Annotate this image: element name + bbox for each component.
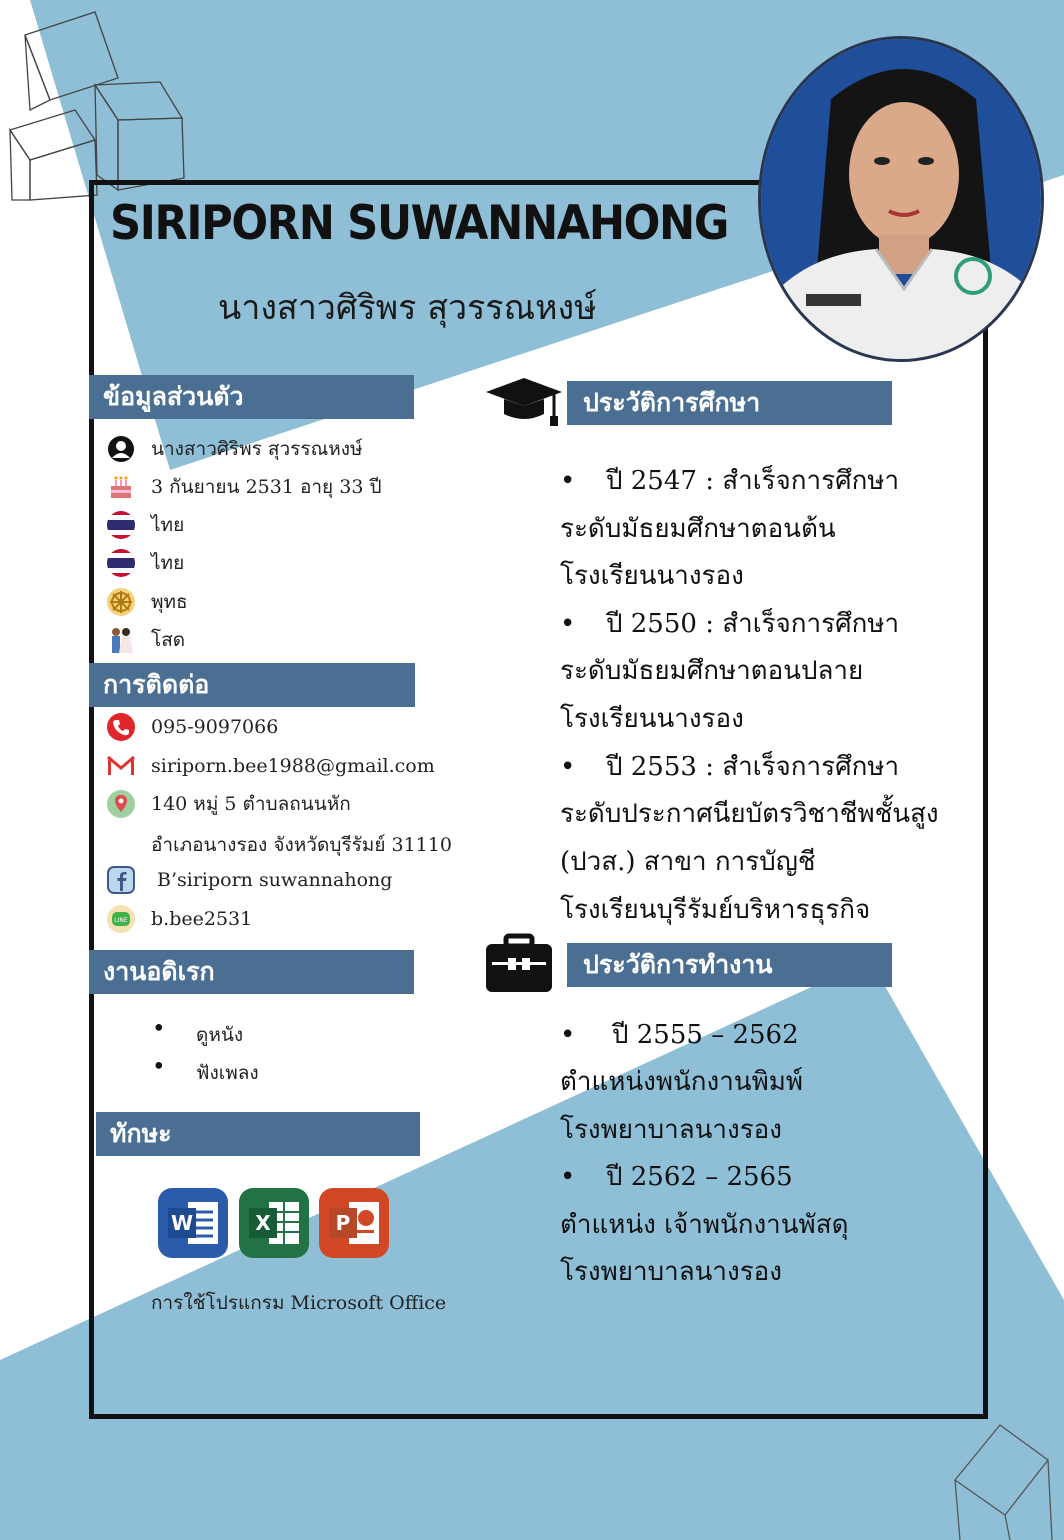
- personal-ethnicity-value: ไทย: [151, 552, 185, 574]
- personal-row-nationality: [105, 507, 184, 543]
- education-entry-line: โรงเรียนบุรีรัมย์บริหารธุรกิจ: [560, 895, 871, 925]
- name-thai: นางสาวศิริพร สุวรรณหงษ์: [218, 288, 597, 328]
- person-icon: [105, 433, 137, 465]
- contact-phone-value: 095-9097066: [151, 716, 279, 738]
- map-pin-icon: [105, 788, 137, 820]
- svg-text:W: W: [170, 1211, 194, 1235]
- gmail-icon: [105, 750, 137, 782]
- contact-row-line: [105, 901, 252, 937]
- word-icon: [158, 1188, 228, 1258]
- birthday-cake-icon: [105, 471, 137, 503]
- work-entry-year: • ปี 2555 – 2562: [560, 1020, 799, 1050]
- excel-icon: [239, 1188, 309, 1258]
- personal-row-status: [105, 622, 185, 658]
- personal-row-birthday: [105, 469, 382, 505]
- section-header-education: ประวัติการศึกษา: [567, 381, 892, 425]
- section-header-hobbies: งานอดิเรก: [89, 950, 414, 994]
- contact-line-value: b.bee2531: [151, 908, 253, 930]
- hobby-item: ดูหนัง: [196, 1024, 244, 1046]
- dharma-wheel-icon: [105, 586, 137, 618]
- section-header-personal: ข้อมูลส่วนตัว: [89, 375, 414, 419]
- phone-icon: [105, 711, 137, 743]
- education-entry-line: โรงเรียนนางรอง: [560, 561, 744, 591]
- personal-nationality-value: ไทย: [151, 514, 185, 536]
- personal-row-name: [105, 431, 363, 467]
- education-entry-line: ระดับประกาศนียบัตรวิชาชีพชั้นสูง: [560, 799, 939, 829]
- contact-address-line2: อำเภอนางรอง จังหวัดบุรีรัมย์ 31110: [151, 834, 452, 856]
- svg-text:X: X: [255, 1211, 271, 1235]
- hobby-bullet: •: [152, 1016, 166, 1042]
- contact-row-phone: [105, 709, 278, 745]
- name-english: SIRIPORN SUWANNAHONG: [110, 196, 728, 251]
- thai-flag-icon: [105, 509, 137, 541]
- svg-text:LINE: LINE: [114, 917, 128, 924]
- powerpoint-icon: [319, 1188, 389, 1258]
- education-entry-line: โรงเรียนนางรอง: [560, 704, 744, 734]
- svg-text:P: P: [335, 1211, 351, 1235]
- section-header-skills: ทักษะ: [96, 1112, 420, 1156]
- contact-row-email: [105, 748, 435, 784]
- skills-caption: การใช้โปรแกรม Microsoft Office: [151, 1292, 447, 1314]
- section-header-work: ประวัติการทำงาน: [567, 943, 892, 987]
- education-entry-year: • ปี 2550 : สำเร็จการศึกษา: [560, 609, 900, 639]
- work-entry-line: โรงพยาบาลนางรอง: [560, 1257, 782, 1287]
- contact-email-value: siriporn.bee1988@gmail.com: [151, 755, 435, 777]
- hobby-bullet: •: [152, 1054, 166, 1080]
- education-entry-year: • ปี 2547 : สำเร็จการศึกษา: [560, 466, 900, 496]
- couple-icon: [105, 624, 137, 656]
- education-entry-line: ระดับมัธยมศึกษาตอนต้น: [560, 514, 836, 544]
- education-entry-line: (ปวส.) สาขา การบัญชี: [560, 847, 816, 877]
- personal-row-ethnicity: [105, 545, 184, 581]
- work-entry-year: • ปี 2562 – 2565: [560, 1162, 793, 1192]
- personal-birthday-value: 3 กันยายน 2531 อายุ 33 ปี: [151, 476, 382, 498]
- section-header-contact: การติดต่อ: [89, 663, 415, 707]
- education-entry-year: • ปี 2553 : สำเร็จการศึกษา: [560, 752, 900, 782]
- personal-row-religion: [105, 584, 188, 620]
- line-app-icon: [105, 903, 137, 935]
- hobby-item: ฟังเพลง: [196, 1062, 259, 1084]
- contact-row-address: [105, 786, 351, 822]
- work-entry-line: โรงพยาบาลนางรอง: [560, 1115, 782, 1145]
- personal-name-value: นางสาวศิริพร สุวรรณหงษ์: [151, 438, 363, 460]
- work-entry-line: ตำแหน่ง เจ้าพนักงานพัสดุ: [560, 1210, 849, 1240]
- facebook-icon: [105, 864, 137, 896]
- education-entry-line: ระดับมัธยมศึกษาตอนปลาย: [560, 656, 864, 686]
- personal-religion-value: พุทธ: [151, 591, 188, 613]
- thai-flag-icon: [105, 547, 137, 579]
- briefcase-icon: [484, 932, 554, 996]
- profile-photo: [758, 36, 1044, 362]
- graduation-cap-icon: [484, 372, 564, 432]
- contact-row-facebook: [105, 862, 392, 898]
- personal-status-value: โสด: [151, 629, 186, 651]
- contact-address-line1: 140 หมู่ 5 ตำบลถนนหัก: [151, 793, 351, 815]
- work-entry-line: ตำแหน่งพนักงานพิมพ์: [560, 1067, 803, 1097]
- contact-facebook-value: B’siriporn suwannahong: [157, 869, 393, 891]
